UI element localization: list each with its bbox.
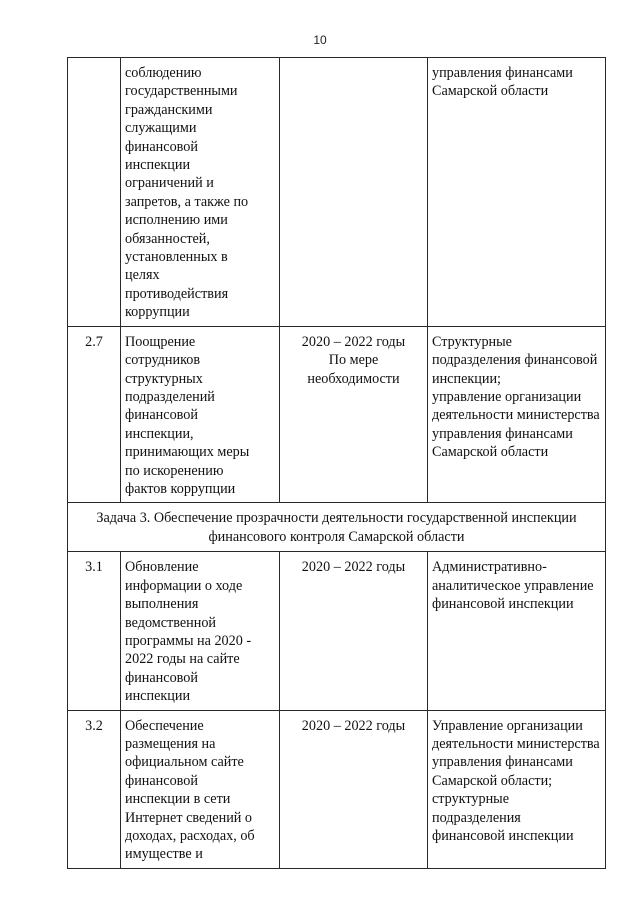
- term-cell: 2020 – 2022 годы: [280, 552, 428, 710]
- table-row: [68, 58, 606, 327]
- task-header-row: [68, 503, 606, 552]
- responsible-cell: Структурные подразделения финансовой инспекции; управление организации деятельности министерства управления финансами Самарской области: [428, 326, 606, 503]
- action-plan-table: [67, 57, 606, 869]
- action-cell: Обеспечение размещения на официальном сайте финансовой инспекции в сети Интернет сведений о доходах, расходах, об имуществе и: [121, 710, 280, 868]
- item-number-cell: 2.7: [68, 326, 121, 503]
- term-cell: 2020 – 2022 годы: [280, 710, 428, 868]
- page-number: 10: [313, 33, 327, 47]
- table-row: [68, 326, 606, 503]
- action-cell: соблюдению государственными гражданскими служащими финансовой инспекции ограничений и запретов, а также по исполнению ими обязанностей, установленных в целях противодействия коррупции: [121, 58, 280, 327]
- task-3-title: Задача 3. Обеспечение прозрачности деятельности государственной инспекции финансового контроля Самарской области: [68, 503, 606, 552]
- item-number-cell: 3.2: [68, 710, 121, 868]
- table-row: [68, 710, 606, 868]
- responsible-cell: управления финансами Самарской области: [428, 58, 606, 327]
- item-number-cell: [68, 58, 121, 327]
- item-number-cell: 3.1: [68, 552, 121, 710]
- action-cell: Поощрение сотрудников структурных подразделений финансовой инспекции, принимающих меры по искоренению фактов коррупции: [121, 326, 280, 503]
- term-cell: [280, 58, 428, 327]
- responsible-cell: Управление организации деятельности министерства управления финансами Самарской области; структурные подразделения финансовой инспекции: [428, 710, 606, 868]
- table-row: [68, 552, 606, 710]
- term-cell: 2020 – 2022 годы По мере необходимости: [280, 326, 428, 503]
- responsible-cell: Административно- аналитическое управление финансовой инспекции: [428, 552, 606, 710]
- action-cell: Обновление информации о ходе выполнения ведомственной программы на 2020 - 2022 годы на сайте финансовой инспекции: [121, 552, 280, 710]
